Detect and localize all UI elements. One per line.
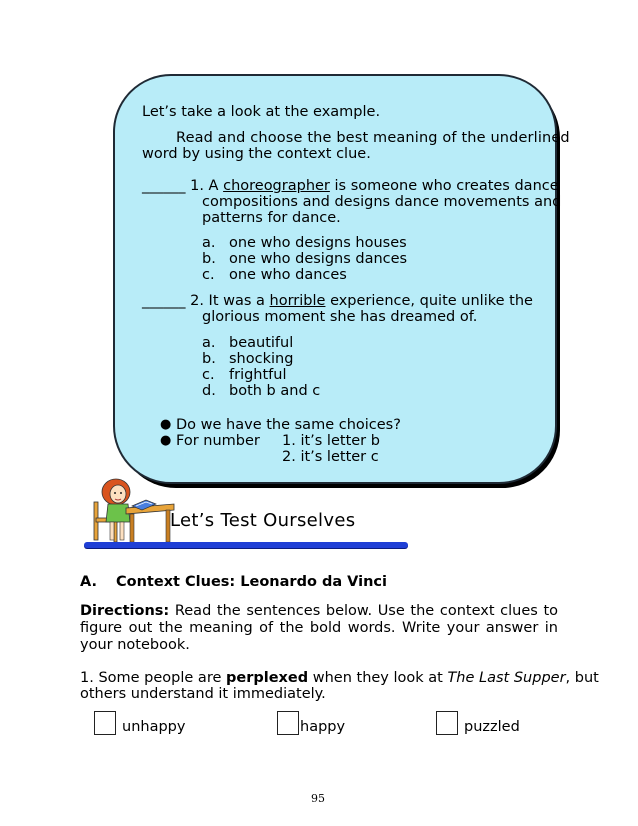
q1-keyword: choreographer xyxy=(223,178,330,194)
directions-label: Directions: xyxy=(80,603,170,619)
q2-keyword: horrible xyxy=(269,293,326,309)
choice-checkbox[interactable] xyxy=(277,711,299,735)
q2-option-letter: a. xyxy=(202,335,216,351)
q1-text-rest: is someone who creates dance xyxy=(334,178,559,194)
q2-option-text: both b and c xyxy=(229,383,321,399)
q1-line1 xyxy=(142,178,559,195)
q2-number: 2. It was a xyxy=(190,293,265,309)
q2-option-text: shocking xyxy=(229,351,294,367)
heading-underline-bar xyxy=(84,542,408,548)
choice-label: happy xyxy=(300,719,346,735)
q2-text-rest: experience, quite unlike the xyxy=(330,293,533,309)
q1-blank: ______ xyxy=(142,178,186,194)
q1-option-text: one who designs houses xyxy=(229,235,407,251)
q-suffix: , but xyxy=(565,670,599,686)
example-instruction-line1: Read and choose the best meaning of the underlined xyxy=(176,130,570,146)
q-middle: when they look at xyxy=(308,670,448,686)
girl-reading-illustration xyxy=(84,470,176,548)
q2-option-letter: c. xyxy=(202,367,215,383)
q1-option-text: one who dances xyxy=(229,267,347,283)
q1-number: 1. A xyxy=(190,178,219,194)
choice-checkbox[interactable] xyxy=(94,711,116,735)
q1-option-letter: c. xyxy=(202,267,215,283)
q1-option-letter: b. xyxy=(202,251,216,267)
q1-option-letter: a. xyxy=(202,235,216,251)
bullet-icon: ● xyxy=(160,433,172,448)
page-number: 95 xyxy=(311,792,325,805)
q-italic-title: The Last Supper xyxy=(447,670,566,686)
q2-option-text: beautiful xyxy=(229,335,294,351)
question-1-line2: others understand it immediately. xyxy=(80,686,326,702)
q1-line2: compositions and designs dance movements and xyxy=(202,194,562,210)
directions-text: Read the sentences below. Use the context clues to figure out the meaning of the bold words. Write your answer in your notebook. xyxy=(80,603,558,653)
section-heading: Let’s Test Ourselves xyxy=(170,510,356,531)
choice-label: unhappy xyxy=(122,719,186,735)
bullet-icon: ● xyxy=(160,417,172,432)
bullet-answer-1: 1. it’s letter b xyxy=(282,433,380,449)
choice-checkbox[interactable] xyxy=(436,711,458,735)
q1-line3: patterns for dance. xyxy=(202,210,341,226)
choice-label: puzzled xyxy=(464,719,520,735)
q2-option-text: frightful xyxy=(229,367,287,383)
example-instruction-line2: word by using the context clue. xyxy=(142,146,371,162)
q2-line1 xyxy=(142,293,533,310)
bullet-answer-2: 2. it’s letter c xyxy=(282,449,379,465)
example-intro: Let’s take a look at the example. xyxy=(142,104,381,120)
q2-blank: ______ xyxy=(142,293,186,309)
q2-line2: glorious moment she has dreamed of. xyxy=(202,309,478,325)
q2-option-letter: d. xyxy=(202,383,216,399)
question-1-line1 xyxy=(80,670,599,687)
bullet-text-1: Do we have the same choices? xyxy=(176,417,401,433)
q1-option-text: one who designs dances xyxy=(229,251,408,267)
q-prefix: 1. Some people are xyxy=(80,670,226,686)
bullet-text-2: For number xyxy=(176,433,260,449)
part-a-title: Context Clues: Leonardo da Vinci xyxy=(116,574,387,590)
q-bold-word: perplexed xyxy=(226,670,309,686)
part-a-letter: A. xyxy=(80,574,97,590)
q2-option-letter: b. xyxy=(202,351,216,367)
directions-paragraph xyxy=(80,603,558,654)
